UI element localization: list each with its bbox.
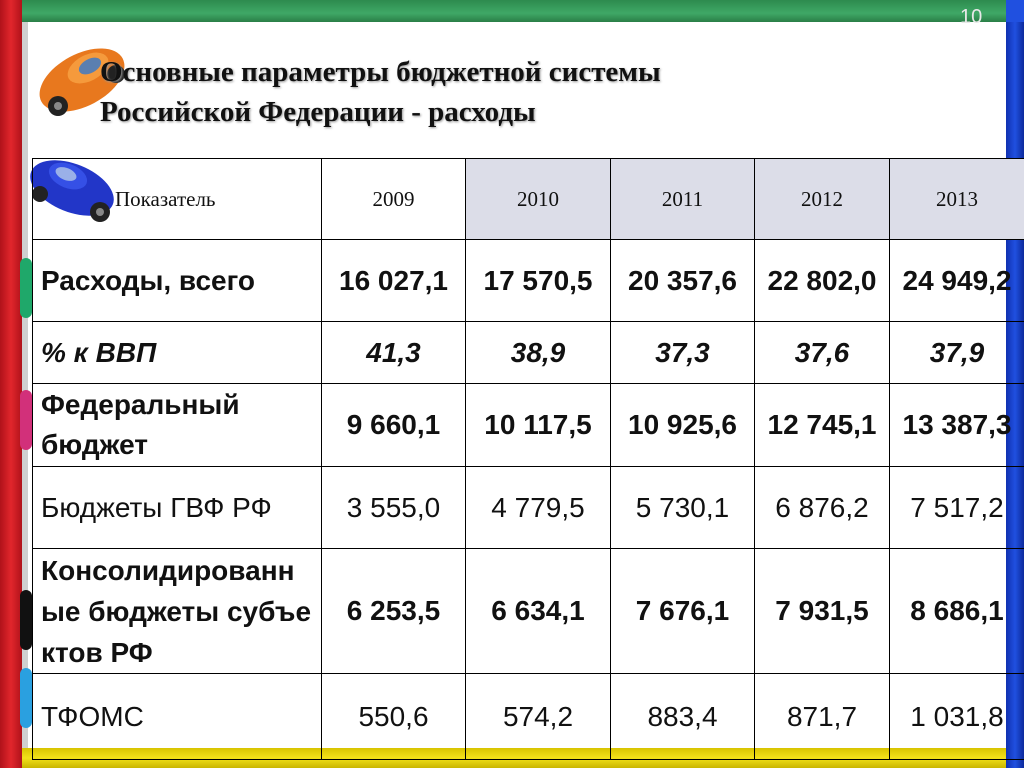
cyan-car-edge: [20, 668, 32, 728]
row-label: Расходы, всего: [33, 240, 322, 322]
cell-value: 10 117,5: [466, 384, 611, 467]
cell-value: 6 876,2: [755, 467, 890, 549]
header-row: [33, 159, 1024, 240]
header-year-2009: 2009: [322, 159, 466, 240]
row-label: % к ВВП: [33, 322, 322, 384]
cell-value: 7 676,1: [611, 549, 755, 674]
header-indicator: Показатель: [33, 159, 322, 240]
cell-value: 9 660,1: [322, 384, 466, 467]
header-year-2012: 2012: [755, 159, 890, 240]
cell-value: 17 570,5: [466, 240, 611, 322]
row-label: Консолидированные бюджеты субъектов РФ: [33, 549, 322, 674]
row-label: ТФОМС: [33, 674, 322, 760]
green-car-edge: [20, 258, 32, 318]
corner-block: [1006, 0, 1024, 22]
cell-value: 22 802,0: [755, 240, 890, 322]
cell-value: 8 686,1: [890, 549, 1024, 674]
pink-car-edge: [20, 390, 32, 450]
cell-value: 12 745,1: [755, 384, 890, 467]
table-row: [33, 467, 1024, 549]
page-number: 10: [960, 6, 983, 28]
cell-value: 10 925,6: [611, 384, 755, 467]
header-year-2011: 2011: [611, 159, 755, 240]
left-red-stripe: [0, 0, 22, 768]
cell-value: 550,6: [322, 674, 466, 760]
cell-value: 4 779,5: [466, 467, 611, 549]
top-green-stripe: [22, 0, 1006, 22]
header-year-2010: 2010: [466, 159, 611, 240]
cell-value: 6 253,5: [322, 549, 466, 674]
title-line-1: Основные параметры бюджетной системы: [100, 56, 661, 88]
cell-value: 20 357,6: [611, 240, 755, 322]
slide-title: [100, 52, 980, 132]
cell-value: 38,9: [466, 322, 611, 384]
row-label: Федеральный бюджет: [33, 384, 322, 467]
cell-value: 1 031,8: [890, 674, 1024, 760]
black-car-edge: [20, 590, 32, 650]
cell-value: 574,2: [466, 674, 611, 760]
row-label: Бюджеты ГВФ РФ: [33, 467, 322, 549]
cell-value: 41,3: [322, 322, 466, 384]
cell-value: 37,6: [755, 322, 890, 384]
cell-value: 3 555,0: [322, 467, 466, 549]
table-row: [33, 549, 1024, 674]
table-row: [33, 240, 1024, 322]
cell-value: 7 517,2: [890, 467, 1024, 549]
table-row: [33, 674, 1024, 760]
cell-value: 6 634,1: [466, 549, 611, 674]
table-row: [33, 384, 1024, 467]
table-row: [33, 322, 1024, 384]
cell-value: 24 949,2: [890, 240, 1024, 322]
title-line-2: Российской Федерации - расходы: [100, 96, 536, 128]
cell-value: 883,4: [611, 674, 755, 760]
cell-value: 13 387,3: [890, 384, 1024, 467]
cell-value: 5 730,1: [611, 467, 755, 549]
cell-value: 7 931,5: [755, 549, 890, 674]
cell-value: 37,9: [890, 322, 1024, 384]
cell-value: 37,3: [611, 322, 755, 384]
budget-table: [32, 158, 1024, 760]
cell-value: 871,7: [755, 674, 890, 760]
header-year-2013: 2013: [890, 159, 1024, 240]
cell-value: 16 027,1: [322, 240, 466, 322]
